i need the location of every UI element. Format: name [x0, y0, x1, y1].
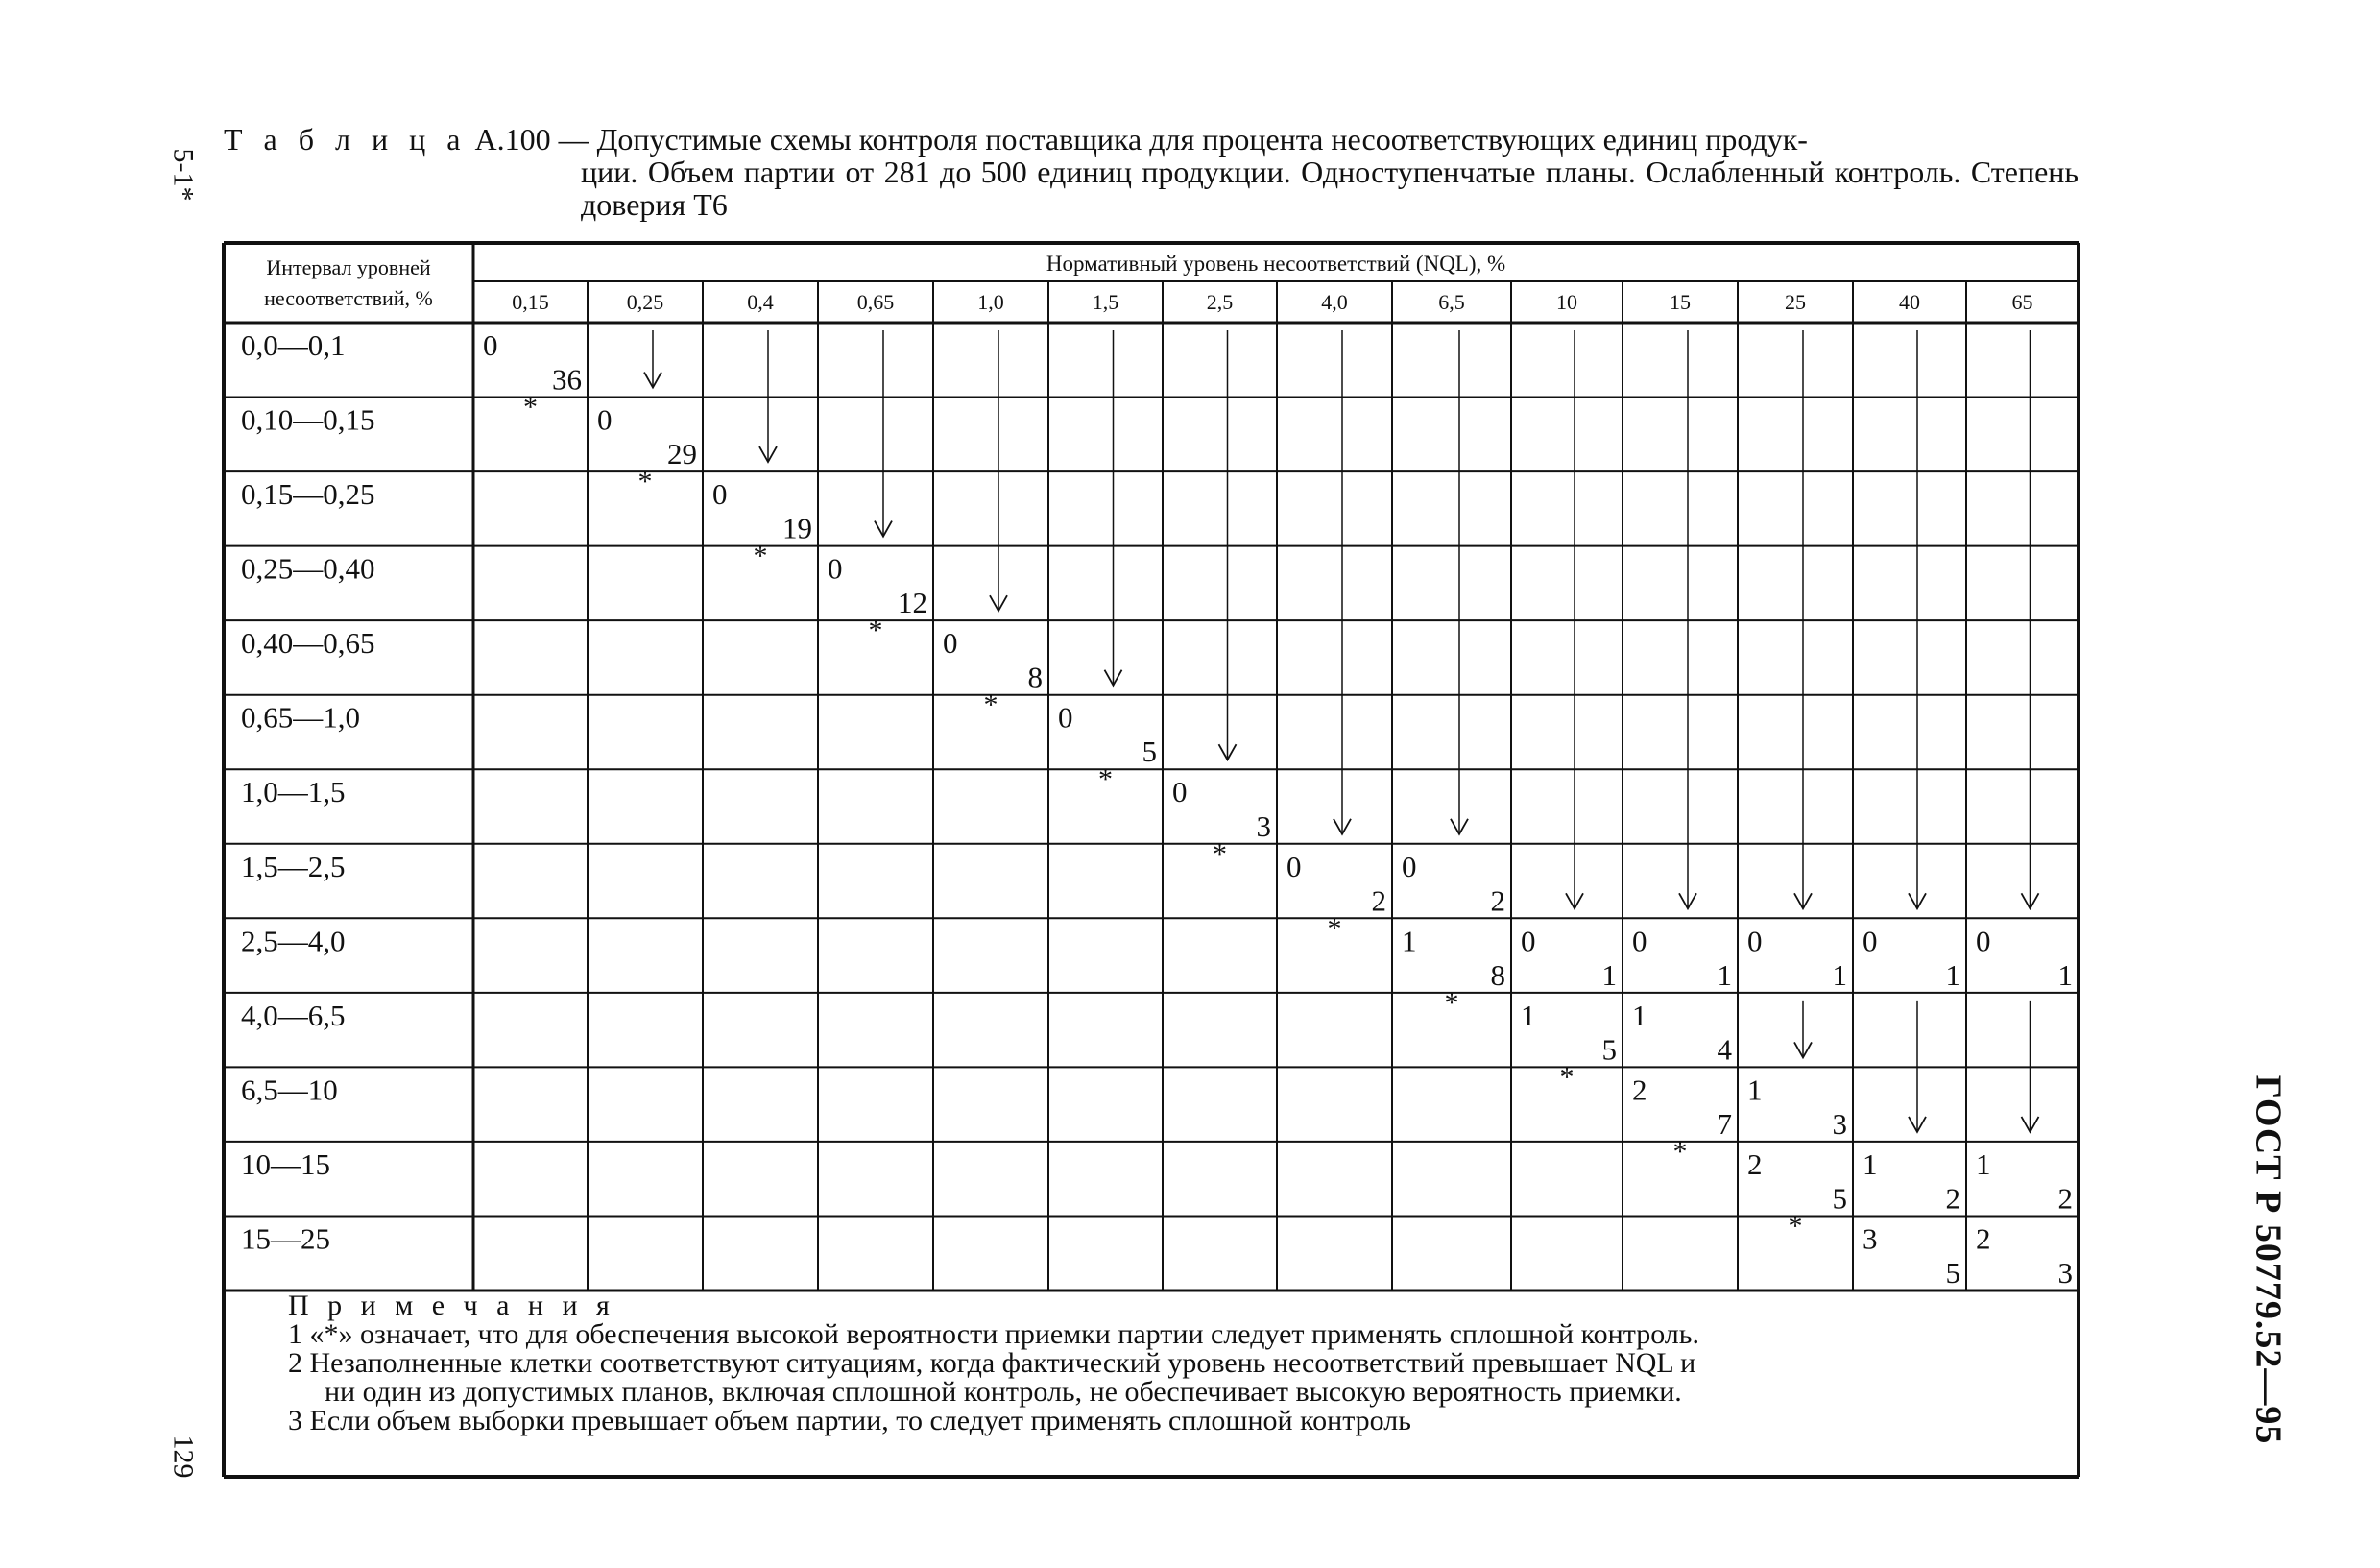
sample-size: 3	[1256, 808, 1271, 843]
acceptance-number: 1	[1747, 1073, 1763, 1107]
row-interval-label: 0,15—0,25	[241, 477, 375, 512]
nql-column-label: 0,65	[856, 290, 895, 314]
acceptance-number: 2	[1976, 1221, 1991, 1256]
acceptance-number: 1	[1863, 1146, 1878, 1181]
acceptance-number: 0	[1632, 924, 1647, 958]
nql-column-label: 40	[1899, 290, 1920, 314]
acceptance-number: 0	[483, 328, 498, 362]
nql-column-label: 4,0	[1321, 290, 1348, 314]
sample-size: 4	[1717, 1032, 1732, 1067]
sample-size: 2	[1371, 883, 1386, 918]
sample-size: 8	[1027, 660, 1043, 694]
sample-size: 19	[782, 511, 812, 545]
sample-size: 8	[1490, 957, 1505, 992]
sample-size: 2	[1945, 1181, 1960, 1216]
sample-size: 1	[2057, 957, 2073, 992]
sample-size: 7	[1717, 1106, 1732, 1141]
full-inspection-star: *	[1788, 1210, 1803, 1242]
acceptance-number: 3	[1863, 1221, 1878, 1256]
nql-column-label: 1,5	[1092, 290, 1119, 314]
sample-size: 5	[1945, 1256, 1960, 1290]
acceptance-number: 0	[943, 626, 958, 661]
row-interval-label: 0,25—0,40	[241, 551, 375, 586]
acceptance-number: 0	[1521, 924, 1536, 958]
row-header-title: несоответствий, %	[264, 286, 433, 310]
note-3: 3 Если объем выборки превышает объем партии, то следует применять сплошной контроль	[288, 1405, 1411, 1436]
row-interval-label: 10—15	[241, 1146, 330, 1181]
full-inspection-star: *	[868, 615, 883, 647]
nql-column-label: 2,5	[1206, 290, 1234, 314]
full-inspection-star: *	[1098, 763, 1113, 796]
row-interval-label: 0,0—0,1	[241, 328, 346, 362]
acceptance-number: 1	[1521, 998, 1536, 1032]
sample-size: 1	[1717, 957, 1732, 992]
acceptance-number: 1	[1976, 1146, 1991, 1181]
full-inspection-star: *	[1327, 912, 1342, 945]
sample-size: 2	[1490, 883, 1505, 918]
acceptance-number: 0	[1058, 700, 1073, 735]
standard-designation: ГОСТ Р 50779.52—95	[2248, 1074, 2289, 1445]
acceptance-number: 0	[1402, 849, 1417, 883]
acceptance-number: 0	[1172, 775, 1188, 809]
acceptance-number: 2	[1632, 1073, 1647, 1107]
sample-size: 29	[667, 437, 697, 471]
row-header-title: Интервал уровней	[266, 255, 431, 279]
row-interval-label: 1,0—1,5	[241, 775, 346, 809]
acceptance-number: 0	[597, 402, 613, 437]
row-interval-label: 0,40—0,65	[241, 626, 375, 661]
nql-column-label: 1,0	[977, 290, 1004, 314]
sample-size: 3	[2057, 1256, 2073, 1290]
caption-number: А.100 —	[474, 122, 589, 157]
acceptance-number: 0	[1286, 849, 1302, 883]
notes-block	[288, 1291, 2064, 1435]
page-number: 129	[167, 1435, 200, 1479]
sample-size: 36	[552, 362, 582, 397]
full-inspection-star: *	[1559, 1061, 1575, 1094]
notes-heading: П р и м е ч а н и я	[288, 1290, 615, 1321]
sample-size: 1	[1945, 957, 1960, 992]
row-interval-label: 4,0—6,5	[241, 998, 346, 1032]
acceptance-number: 2	[1747, 1146, 1763, 1181]
full-inspection-star: *	[983, 688, 998, 721]
nql-column-label: 0,15	[512, 290, 549, 314]
row-interval-label: 0,65—1,0	[241, 700, 360, 735]
acceptance-number: 0	[1976, 924, 1991, 958]
caption-label: Т а б л и ц а	[224, 122, 468, 157]
acceptance-number: 0	[828, 551, 843, 586]
sample-size: 1	[1601, 957, 1617, 992]
row-interval-label: 2,5—4,0	[241, 924, 346, 958]
sample-size: 3	[1832, 1106, 1847, 1141]
row-interval-label: 6,5—10	[241, 1073, 338, 1107]
row-interval-label: 0,10—0,15	[241, 402, 375, 437]
full-inspection-star: *	[523, 391, 538, 423]
sheet-mark: 5-1*	[167, 148, 200, 202]
nql-column-label: 10	[1556, 290, 1577, 314]
nql-column-label: 65	[2011, 290, 2033, 314]
acceptance-number: 1	[1632, 998, 1647, 1032]
nql-column-label: 25	[1785, 290, 1806, 314]
note-2: 2 Незаполненные клетки соответствуют ситуациям, когда фактический уровень несоответствий превышает NQL и	[288, 1347, 1696, 1379]
sample-size: 5	[1142, 735, 1157, 769]
sample-size: 12	[898, 586, 927, 620]
acceptance-number: 1	[1402, 924, 1417, 958]
acceptance-number: 0	[1747, 924, 1763, 958]
note-2-continuation: ни один из допустимых планов, включая сплошной контроль, не обеспечивает высокую вероятность приемки.	[325, 1376, 1682, 1408]
nql-column-label: 0,4	[747, 290, 774, 314]
caption-continuation: ции. Объем партии от 281 до 500 единиц продукции. Одноступенчатые планы. Ослабленный контроль. Степень доверия Т6	[581, 155, 2079, 222]
row-interval-label: 15—25	[241, 1221, 330, 1256]
full-inspection-star: *	[753, 540, 768, 572]
note-1: 1 «*» означает, что для обеспечения высокой вероятности приемки партии следует применять сплошной контроль.	[288, 1318, 1699, 1350]
sample-size: 5	[1601, 1032, 1617, 1067]
sample-size: 2	[2057, 1181, 2073, 1216]
full-inspection-star: *	[1444, 986, 1459, 1019]
acceptance-number: 0	[1863, 924, 1878, 958]
row-interval-label: 1,5—2,5	[241, 849, 346, 883]
nql-column-label: 0,25	[626, 290, 664, 314]
full-inspection-star: *	[637, 466, 653, 498]
nql-column-label: 15	[1670, 290, 1691, 314]
sample-size: 1	[1832, 957, 1847, 992]
full-inspection-star: *	[1672, 1135, 1688, 1168]
acceptance-number: 0	[712, 477, 728, 512]
nql-group-header: Нормативный уровень несоответствий (NQL), %	[1046, 252, 1506, 276]
caption-line1: Допустимые схемы контроля поставщика для процента несоответствующих единиц продук-	[596, 122, 1808, 157]
full-inspection-star: *	[1213, 837, 1227, 870]
nql-column-label: 6,5	[1438, 290, 1465, 314]
sample-size: 5	[1832, 1181, 1847, 1216]
